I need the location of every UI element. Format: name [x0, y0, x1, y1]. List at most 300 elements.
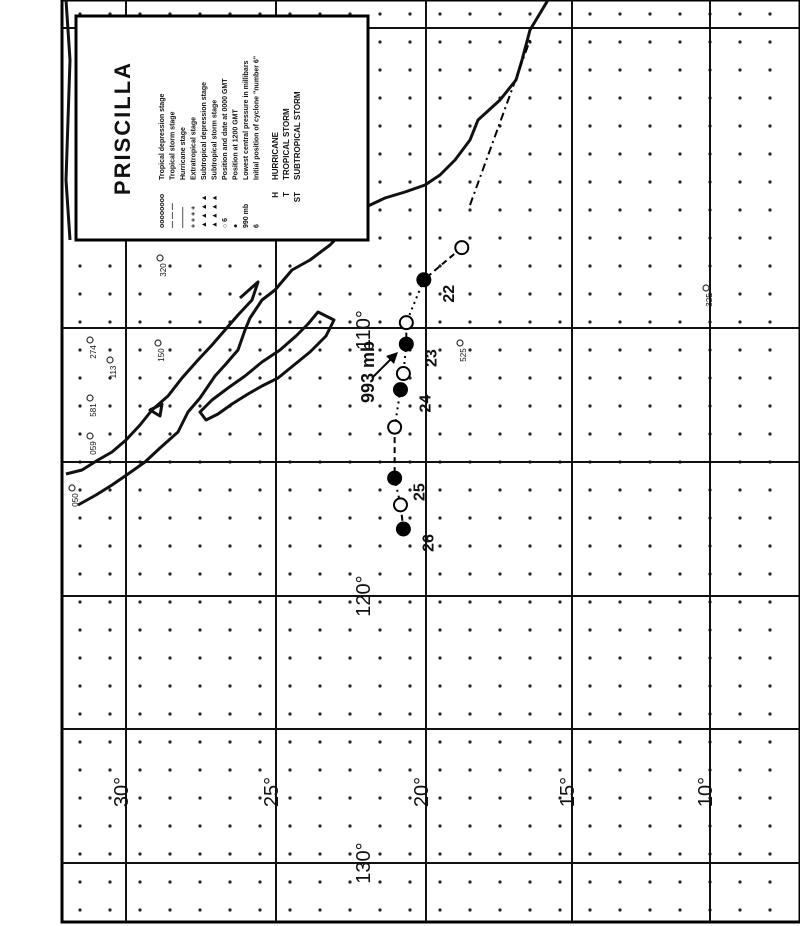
grid-dot: [528, 348, 531, 351]
grid-dot: [498, 852, 501, 855]
grid-dot: [618, 404, 621, 407]
grid-dot: [198, 628, 201, 631]
grid-dot: [768, 40, 771, 43]
grid-dot: [738, 124, 741, 127]
grid-dot: [678, 824, 681, 827]
station-label: 050: [71, 493, 80, 507]
grid-dot: [108, 292, 111, 295]
grid-dot: [288, 796, 291, 799]
grid-dot: [168, 908, 171, 911]
grid-dot: [768, 320, 771, 323]
grid-dot: [198, 404, 201, 407]
grid-dot: [108, 768, 111, 771]
grid-dot: [378, 124, 381, 127]
grid-dot: [258, 768, 261, 771]
grid-dot: [78, 768, 81, 771]
station-marker: [703, 285, 709, 291]
grid-dot: [228, 740, 231, 743]
grid-dot: [348, 712, 351, 715]
grid-dot: [168, 488, 171, 491]
grid-dot: [588, 572, 591, 575]
grid-dot: [138, 544, 141, 547]
legend-item-label: Subtropical depression stage: [201, 81, 208, 180]
grid-dot: [678, 376, 681, 379]
grid-dot: [78, 488, 81, 491]
grid-dot: [228, 712, 231, 715]
grid-dot: [408, 824, 411, 827]
grid-dot: [348, 320, 351, 323]
grid-dot: [168, 264, 171, 267]
grid-dot: [258, 712, 261, 715]
grid-dot: [198, 796, 201, 799]
grid-dot: [768, 796, 771, 799]
grid-dot: [678, 236, 681, 239]
grid-dot: [678, 68, 681, 71]
grid-dot: [288, 628, 291, 631]
grid-dot: [78, 852, 81, 855]
grid-dot: [558, 824, 561, 827]
grid-dot: [168, 852, 171, 855]
grid-dot: [228, 572, 231, 575]
grid-dot: [438, 572, 441, 575]
grid-dot: [108, 628, 111, 631]
grid-dot: [348, 516, 351, 519]
grid-dot: [258, 880, 261, 883]
track-segment-early: [470, 40, 530, 205]
grid-dot: [558, 236, 561, 239]
grid-dot: [498, 348, 501, 351]
grid-dot: [318, 432, 321, 435]
grid-dot: [78, 684, 81, 687]
grid-dot: [228, 656, 231, 659]
grid-dot: [528, 96, 531, 99]
grid-dot: [138, 824, 141, 827]
grid-dot: [288, 824, 291, 827]
grid-dot: [678, 264, 681, 267]
date-label: 25: [411, 483, 429, 501]
grid-dot: [438, 656, 441, 659]
grid-dot: [138, 796, 141, 799]
grid-dot: [408, 572, 411, 575]
grid-dot: [498, 712, 501, 715]
grid-dot: [648, 712, 651, 715]
grid-dot: [558, 180, 561, 183]
grid-dot: [618, 628, 621, 631]
grid-dot: [528, 796, 531, 799]
grid-dot: [438, 908, 441, 911]
grid-dot: [348, 404, 351, 407]
grid-dot: [528, 376, 531, 379]
grid-dot: [378, 628, 381, 631]
legend-item-symbol: + + + +: [190, 205, 198, 228]
grid-dot: [198, 740, 201, 743]
grid-dot: [678, 12, 681, 15]
grid-dot: [408, 432, 411, 435]
grid-dot: [228, 488, 231, 491]
grid-dot: [468, 432, 471, 435]
grid-dot: [378, 600, 381, 603]
track-point-1200: [397, 523, 410, 536]
grid-dot: [468, 40, 471, 43]
grid-dot: [558, 124, 561, 127]
grid-dot: [348, 796, 351, 799]
legend-item-symbol: ▲ ▲ ▲ ▲: [201, 194, 208, 228]
grid-dot: [288, 880, 291, 883]
grid-dot: [648, 544, 651, 547]
grid-dot: [648, 404, 651, 407]
station-label: 274: [89, 345, 98, 359]
grid-dot: [258, 824, 261, 827]
grid-dot: [228, 516, 231, 519]
grid-dot: [738, 572, 741, 575]
grid-dot: [288, 376, 291, 379]
legend-item-symbol: ○ 6: [222, 217, 229, 228]
grid-dot: [408, 740, 411, 743]
grid-dot: [438, 544, 441, 547]
grid-dot: [558, 740, 561, 743]
grid-dot: [168, 796, 171, 799]
grid-dot: [738, 404, 741, 407]
longitude-label: 110°: [353, 310, 375, 350]
grid-dot: [648, 208, 651, 211]
grid-dot: [558, 600, 561, 603]
grid-dot: [408, 68, 411, 71]
grid-dot: [378, 12, 381, 15]
grid-dot: [558, 880, 561, 883]
grid-dot: [648, 628, 651, 631]
grid-dot: [648, 96, 651, 99]
grid-dot: [618, 208, 621, 211]
grid-dot: [558, 320, 561, 323]
grid-dot: [78, 348, 81, 351]
grid-dot: [588, 152, 591, 155]
station-label: 320: [159, 263, 168, 277]
grid-dot: [498, 68, 501, 71]
grid-dot: [588, 880, 591, 883]
grid-dot: [138, 376, 141, 379]
grid-dot: [498, 600, 501, 603]
grid-dot: [468, 544, 471, 547]
grid-dot: [258, 684, 261, 687]
grid-dot: [738, 880, 741, 883]
legend-item-symbol: ———: [180, 207, 187, 228]
grid-dot: [468, 908, 471, 911]
grid-dot: [768, 180, 771, 183]
grid-dot: [648, 68, 651, 71]
grid-dot: [138, 628, 141, 631]
track-point-0000: [394, 498, 407, 511]
grid-dot: [618, 68, 621, 71]
grid-dot: [408, 880, 411, 883]
grid-dot: [648, 376, 651, 379]
legend-item-symbol: ●: [232, 223, 240, 228]
grid-dot: [438, 236, 441, 239]
grid-dot: [618, 12, 621, 15]
grid-dot: [288, 656, 291, 659]
grid-dot: [528, 432, 531, 435]
grid-dot: [348, 292, 351, 295]
grid-dot: [198, 768, 201, 771]
grid-dot: [168, 348, 171, 351]
grid-dot: [378, 348, 381, 351]
grid-dot: [258, 292, 261, 295]
grid-dot: [648, 264, 651, 267]
grid-dot: [318, 796, 321, 799]
grid-dot: [318, 656, 321, 659]
grid-dot: [678, 544, 681, 547]
grid-dot: [318, 572, 321, 575]
grid-dot: [528, 572, 531, 575]
grid-dot: [528, 488, 531, 491]
grid-dot: [348, 656, 351, 659]
pressure-label: 993 mb: [358, 340, 378, 404]
grid-dot: [558, 712, 561, 715]
grid-dot: [408, 12, 411, 15]
legend-item-symbol: — — —: [169, 203, 177, 228]
grid-dot: [288, 544, 291, 547]
weather-stations: [69, 255, 714, 507]
grid-dot: [678, 516, 681, 519]
date-label: 24: [417, 394, 435, 413]
grid-dot: [768, 880, 771, 883]
grid-dot: [228, 768, 231, 771]
grid-dot: [288, 264, 291, 267]
latitude-label: 25°: [261, 776, 283, 808]
grid-dot: [138, 516, 141, 519]
grid-dot: [138, 404, 141, 407]
grid-dot: [108, 600, 111, 603]
grid-dot: [768, 908, 771, 911]
grid-dot: [738, 264, 741, 267]
grid-dot: [498, 432, 501, 435]
grid-dot: [498, 404, 501, 407]
latitude-label: 10°: [695, 776, 717, 808]
grid-dot: [378, 740, 381, 743]
grid-dot: [528, 628, 531, 631]
grid-dot: [738, 908, 741, 911]
grid-dot: [258, 516, 261, 519]
grid-dot: [768, 432, 771, 435]
grid-dot: [378, 656, 381, 659]
grid-dot: [588, 796, 591, 799]
grid-dot: [618, 516, 621, 519]
grid-dot: [168, 880, 171, 883]
grid-dot: [678, 600, 681, 603]
grid-dot: [588, 600, 591, 603]
grid-dot: [198, 376, 201, 379]
grid-dot: [318, 544, 321, 547]
grid-dot: [378, 712, 381, 715]
grid-dot: [468, 376, 471, 379]
grid-dot: [588, 292, 591, 295]
grid-dot: [588, 712, 591, 715]
grid-dot: [138, 740, 141, 743]
grid-dot: [768, 768, 771, 771]
grid-dot: [198, 656, 201, 659]
grid-dot: [498, 880, 501, 883]
grid-dot: [318, 320, 321, 323]
grid-dot: [438, 68, 441, 71]
grid-dot: [528, 152, 531, 155]
grid-dot: [228, 292, 231, 295]
grid-dot: [768, 208, 771, 211]
grid-dot: [618, 852, 621, 855]
grid-dot: [588, 544, 591, 547]
grid-dot: [738, 656, 741, 659]
grid-dot: [138, 656, 141, 659]
grid-dot: [348, 824, 351, 827]
grid-dot: [468, 656, 471, 659]
track-point-0000: [388, 421, 401, 434]
grid-dot: [588, 852, 591, 855]
grid-dot: [678, 684, 681, 687]
grid-dot: [678, 488, 681, 491]
grid-dot: [198, 908, 201, 911]
grid-dot: [408, 40, 411, 43]
grid-dot: [258, 348, 261, 351]
grid-dot: [498, 320, 501, 323]
grid-dot: [468, 124, 471, 127]
grid-dot: [528, 124, 531, 127]
grid-dot: [738, 488, 741, 491]
grid-dot: [378, 68, 381, 71]
grid-dot: [108, 740, 111, 743]
grid-dot: [318, 712, 321, 715]
grid-dot: [528, 180, 531, 183]
grid-dot: [318, 376, 321, 379]
grid-dot: [588, 96, 591, 99]
grid-dot: [138, 348, 141, 351]
grid-dot: [228, 684, 231, 687]
grid-dot: [348, 852, 351, 855]
grid-dot: [168, 656, 171, 659]
grid-dot: [558, 404, 561, 407]
date-label: 26: [420, 534, 438, 552]
track-point-1200: [388, 472, 401, 485]
grid-dot: [468, 96, 471, 99]
grid-dot: [678, 404, 681, 407]
grid-dot: [408, 264, 411, 267]
grid-dot: [738, 740, 741, 743]
grid-dot: [558, 852, 561, 855]
grid-dot: [168, 544, 171, 547]
grid-dot: [348, 572, 351, 575]
grid-dot: [258, 628, 261, 631]
station-marker: [457, 340, 463, 346]
grid-dot: [498, 208, 501, 211]
grid-dot: [378, 264, 381, 267]
grid-dot: [138, 488, 141, 491]
grid-dot: [108, 572, 111, 575]
grid-dot: [408, 404, 411, 407]
grid-dot: [438, 96, 441, 99]
grid-dot: [108, 488, 111, 491]
track-point-0000: [455, 241, 468, 254]
grid-dot: [648, 124, 651, 127]
grid-dot: [648, 656, 651, 659]
grid-dot: [408, 656, 411, 659]
grid-dot: [138, 264, 141, 267]
grid-dot: [528, 824, 531, 827]
grid-dot: [258, 908, 261, 911]
grid-dot: [348, 348, 351, 351]
grid-dot: [438, 684, 441, 687]
grid-dot: [528, 264, 531, 267]
grid-dot: [588, 236, 591, 239]
grid-dot: [618, 152, 621, 155]
grid-dot: [738, 768, 741, 771]
grid-dot: [558, 656, 561, 659]
grid-dot: [648, 348, 651, 351]
grid-dot: [228, 600, 231, 603]
grid-dot: [468, 152, 471, 155]
grid-dot: [558, 432, 561, 435]
grid-dot: [558, 208, 561, 211]
grid-dot: [588, 404, 591, 407]
grid-dot: [528, 880, 531, 883]
grid-dot: [378, 824, 381, 827]
legend-item-label: Initial position of cyclone "number 6": [253, 55, 261, 180]
station-label: 150: [157, 348, 166, 362]
grid-dot: [618, 40, 621, 43]
grid-dot: [468, 68, 471, 71]
grid-dot: [558, 516, 561, 519]
grid-dot: [678, 796, 681, 799]
grid-dot: [498, 768, 501, 771]
grid-dot: [228, 880, 231, 883]
legend-item-label: Position and date at 0000 GMT: [222, 78, 229, 180]
grid-dot: [168, 572, 171, 575]
grid-dot: [378, 320, 381, 323]
grid-dot: [378, 208, 381, 211]
grid-dot: [738, 208, 741, 211]
grid-dot: [768, 404, 771, 407]
grid-dot: [768, 656, 771, 659]
grid-dot: [318, 488, 321, 491]
legend-item-label: Tropical depression stage: [159, 93, 166, 180]
grid-dot: [528, 68, 531, 71]
grid-dot: [258, 264, 261, 267]
grid-dot: [378, 572, 381, 575]
grid-dot: [618, 292, 621, 295]
station-marker: [155, 340, 161, 346]
grid-dot: [618, 600, 621, 603]
grid-dot: [738, 824, 741, 827]
grid-dot: [438, 488, 441, 491]
grid-dot: [468, 768, 471, 771]
grid-dot: [528, 740, 531, 743]
grid-dot: [438, 516, 441, 519]
grid-dot: [588, 628, 591, 631]
grid-dot: [378, 432, 381, 435]
grid-dot: [108, 824, 111, 827]
grid-dot: [768, 152, 771, 155]
grid-dot: [318, 264, 321, 267]
grid-dot: [108, 908, 111, 911]
grid-dot: [198, 348, 201, 351]
grid-dot: [318, 600, 321, 603]
grid-dot: [318, 824, 321, 827]
grid-dot: [558, 264, 561, 267]
grid-dot: [348, 376, 351, 379]
legend-abbrev-label: SUBTROPICAL STORM: [293, 91, 302, 180]
grid-dot: [618, 96, 621, 99]
grid-dot: [288, 712, 291, 715]
grid-dot: [288, 292, 291, 295]
grid-dot: [738, 432, 741, 435]
grid-dot: [258, 600, 261, 603]
grid-dot: [138, 712, 141, 715]
